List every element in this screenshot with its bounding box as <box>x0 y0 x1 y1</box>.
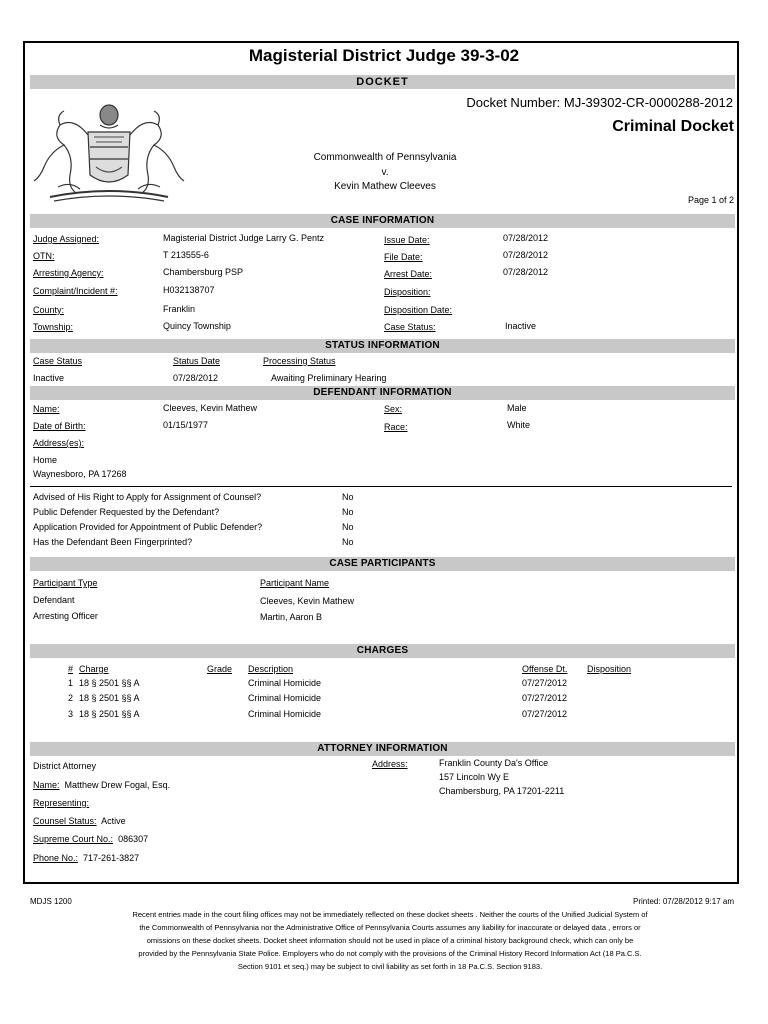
status-col-case-status: Case Status <box>33 356 83 366</box>
status-information-heading: STATUS INFORMATION <box>30 339 735 353</box>
charge-row-code: 18 § 2501 §§ A <box>79 709 140 719</box>
agency-value: Chambersburg PSP <box>163 267 244 277</box>
supreme-court-label: Supreme Court No.: <box>33 834 114 844</box>
charge-row-description: Criminal Homicide <box>248 709 322 719</box>
charge-row-description: Criminal Homicide <box>248 678 322 688</box>
charge-row-num: 1 <box>68 678 74 688</box>
disclaimer-line-4: provided by the Pennsylvania State Police. Employers who do not comply with the provisions of the Criminal History Record Information Act (18 Pa.C.S. <box>138 949 642 958</box>
disclaimer-line-2: the Commonwealth of Pennsylvania nor the Administrative Office of Pennsylvania Courts assumes any liability for inaccurate or delayed data , errors or <box>139 923 641 932</box>
disclaimer-line-1: Recent entries made in the court filing offices may not be immediately reflected on these docket sheets . Neither the courts of the Unified Judicial System of <box>132 910 648 919</box>
pennsylvania-seal-icon <box>30 97 188 207</box>
charge-num-header: # <box>68 664 74 674</box>
sex-label: Sex: <box>384 404 403 414</box>
counsel-status-label: Counsel Status: <box>33 816 97 826</box>
representing-label: Representing: <box>33 798 90 808</box>
docket-type: Criminal Docket <box>612 118 734 135</box>
question-public-defender: Public Defender Requested by the Defendant? <box>33 507 220 517</box>
disclaimer-line-5: Section 9101 et seq.) may be subject to civil liability as set forth in 18 Pa.C.S. Section 9183. <box>237 962 543 971</box>
race-label: Race: <box>384 422 408 432</box>
file-date-value: 07/28/2012 <box>503 250 549 260</box>
charge-row-num: 3 <box>68 709 74 719</box>
issue-date-value: 07/28/2012 <box>503 233 549 243</box>
defendant-name-value: Cleeves, Kevin Mathew <box>163 403 258 413</box>
case-status-label: Case Status: <box>384 322 436 332</box>
issue-date-label: Issue Date: <box>384 235 430 245</box>
disposition-date-label: Disposition Date: <box>384 305 453 315</box>
address-label: Address(es): <box>33 438 85 448</box>
charge-row-date: 07/27/2012 <box>522 693 568 703</box>
status-case-status-value: Inactive <box>33 373 65 383</box>
arrest-date-label: Arrest Date: <box>384 269 433 279</box>
attorney-role: District Attorney <box>33 761 97 771</box>
judge-value: Magisterial District Judge Larry G. Pentz <box>163 233 325 243</box>
caption-line-1: Commonwealth of Pennsylvania <box>313 152 457 163</box>
question-application: Application Provided for Appointment of Public Defender? <box>33 522 263 532</box>
case-participants-heading: CASE PARTICIPANTS <box>30 557 735 571</box>
attorney-address-line-1: Franklin County Da's Office <box>439 758 549 768</box>
defendant-name-label: Name: <box>33 404 60 414</box>
status-col-status-date: Status Date <box>173 356 221 366</box>
defendant-information-heading: DEFENDANT INFORMATION <box>30 386 735 400</box>
otn-value: T 213555-6 <box>163 250 209 260</box>
charge-row-code: 18 § 2501 §§ A <box>79 678 140 688</box>
charge-header: Charge <box>79 664 109 674</box>
county-label: County: <box>33 305 65 315</box>
description-header: Description <box>248 664 294 674</box>
complaint-label: Complaint/Incident #: <box>33 286 118 296</box>
question-counsel: Advised of His Right to Apply for Assignment of Counsel? <box>33 492 262 502</box>
printed-timestamp: Printed: 07/28/2012 9:17 am <box>633 897 734 906</box>
charges-heading: CHARGES <box>30 644 735 658</box>
answer-application: No <box>342 522 354 532</box>
answer-public-defender: No <box>342 507 354 517</box>
answer-counsel: No <box>342 492 354 502</box>
caption-line-2: v. <box>381 167 389 178</box>
attorney-name-label: Name: <box>33 780 60 790</box>
question-fingerprinted: Has the Defendant Been Fingerprinted? <box>33 537 193 547</box>
disclaimer-line-3: omissions on these docket sheets. Docket sheet information should not be used in place of a criminal history background check, which can only be <box>146 936 634 945</box>
otn-label: OTN: <box>33 251 55 261</box>
charge-row-date: 07/27/2012 <box>522 678 568 688</box>
file-date-label: File Date: <box>384 252 423 262</box>
answer-fingerprinted: No <box>342 537 354 547</box>
disposition-label: Disposition: <box>384 287 431 297</box>
address-city: Waynesboro, PA 17268 <box>33 469 127 479</box>
participant-type-header: Participant Type <box>33 578 98 588</box>
attorney-address-label: Address: <box>372 759 408 769</box>
attorney-name-value: Matthew Drew Fogal, Esq. <box>64 780 171 790</box>
attorney-address-line-2: 157 Lincoln Wy E <box>439 772 509 782</box>
case-information-heading: CASE INFORMATION <box>30 214 735 228</box>
attorney-address-line-3: Chambersburg, PA 17201-2211 <box>439 786 565 796</box>
agency-label: Arresting Agency: <box>33 268 104 278</box>
divider <box>30 486 732 487</box>
status-col-processing: Processing Status <box>263 356 336 366</box>
participant-name: Cleeves, Kevin Mathew <box>260 596 355 606</box>
township-value: Quincy Township <box>163 321 231 331</box>
address-type: Home <box>33 455 58 465</box>
docket-bar: DOCKET <box>30 75 735 89</box>
caption-line-3: Kevin Mathew Cleeves <box>334 181 436 192</box>
page-number: Page 1 of 2 <box>687 195 734 205</box>
participant-type: Arresting Officer <box>33 611 98 621</box>
participant-name-header: Participant Name <box>260 578 330 588</box>
township-label: Township: <box>33 322 74 332</box>
phone-value: 717-261-3827 <box>83 853 140 863</box>
disposition-header: Disposition <box>587 664 632 674</box>
offense-date-header: Offense Dt. <box>522 664 568 674</box>
docket-number: Docket Number: MJ-39302-CR-0000288-2012 <box>466 95 733 110</box>
attorney-information-heading: ATTORNEY INFORMATION <box>30 742 735 756</box>
supreme-court-value: 086307 <box>118 834 149 844</box>
participant-name: Martin, Aaron B <box>260 612 323 622</box>
complaint-value: H032138707 <box>163 285 215 295</box>
charge-row-date: 07/27/2012 <box>522 709 568 719</box>
race-value: White <box>507 420 531 430</box>
dob-label: Date of Birth: <box>33 421 86 431</box>
dob-value: 01/15/1977 <box>163 420 209 430</box>
charge-row-num: 2 <box>68 693 74 703</box>
case-status-value: Inactive <box>505 321 537 331</box>
arrest-date-value: 07/28/2012 <box>503 267 549 277</box>
charge-row-description: Criminal Homicide <box>248 693 322 703</box>
counsel-status-value: Active <box>101 816 126 826</box>
status-date-value: 07/28/2012 <box>173 373 219 383</box>
processing-status-value: Awaiting Preliminary Hearing <box>271 373 387 383</box>
participant-type: Defendant <box>33 595 75 605</box>
grade-header: Grade <box>207 664 233 674</box>
sex-value: Male <box>507 403 527 413</box>
phone-label: Phone No.: <box>33 853 79 863</box>
county-value: Franklin <box>163 304 196 314</box>
page-title: Magisterial District Judge 39-3-02 <box>248 46 520 65</box>
judge-label: Judge Assigned: <box>33 234 100 244</box>
charge-row-code: 18 § 2501 §§ A <box>79 693 140 703</box>
form-number: MDJS 1200 <box>30 897 72 906</box>
